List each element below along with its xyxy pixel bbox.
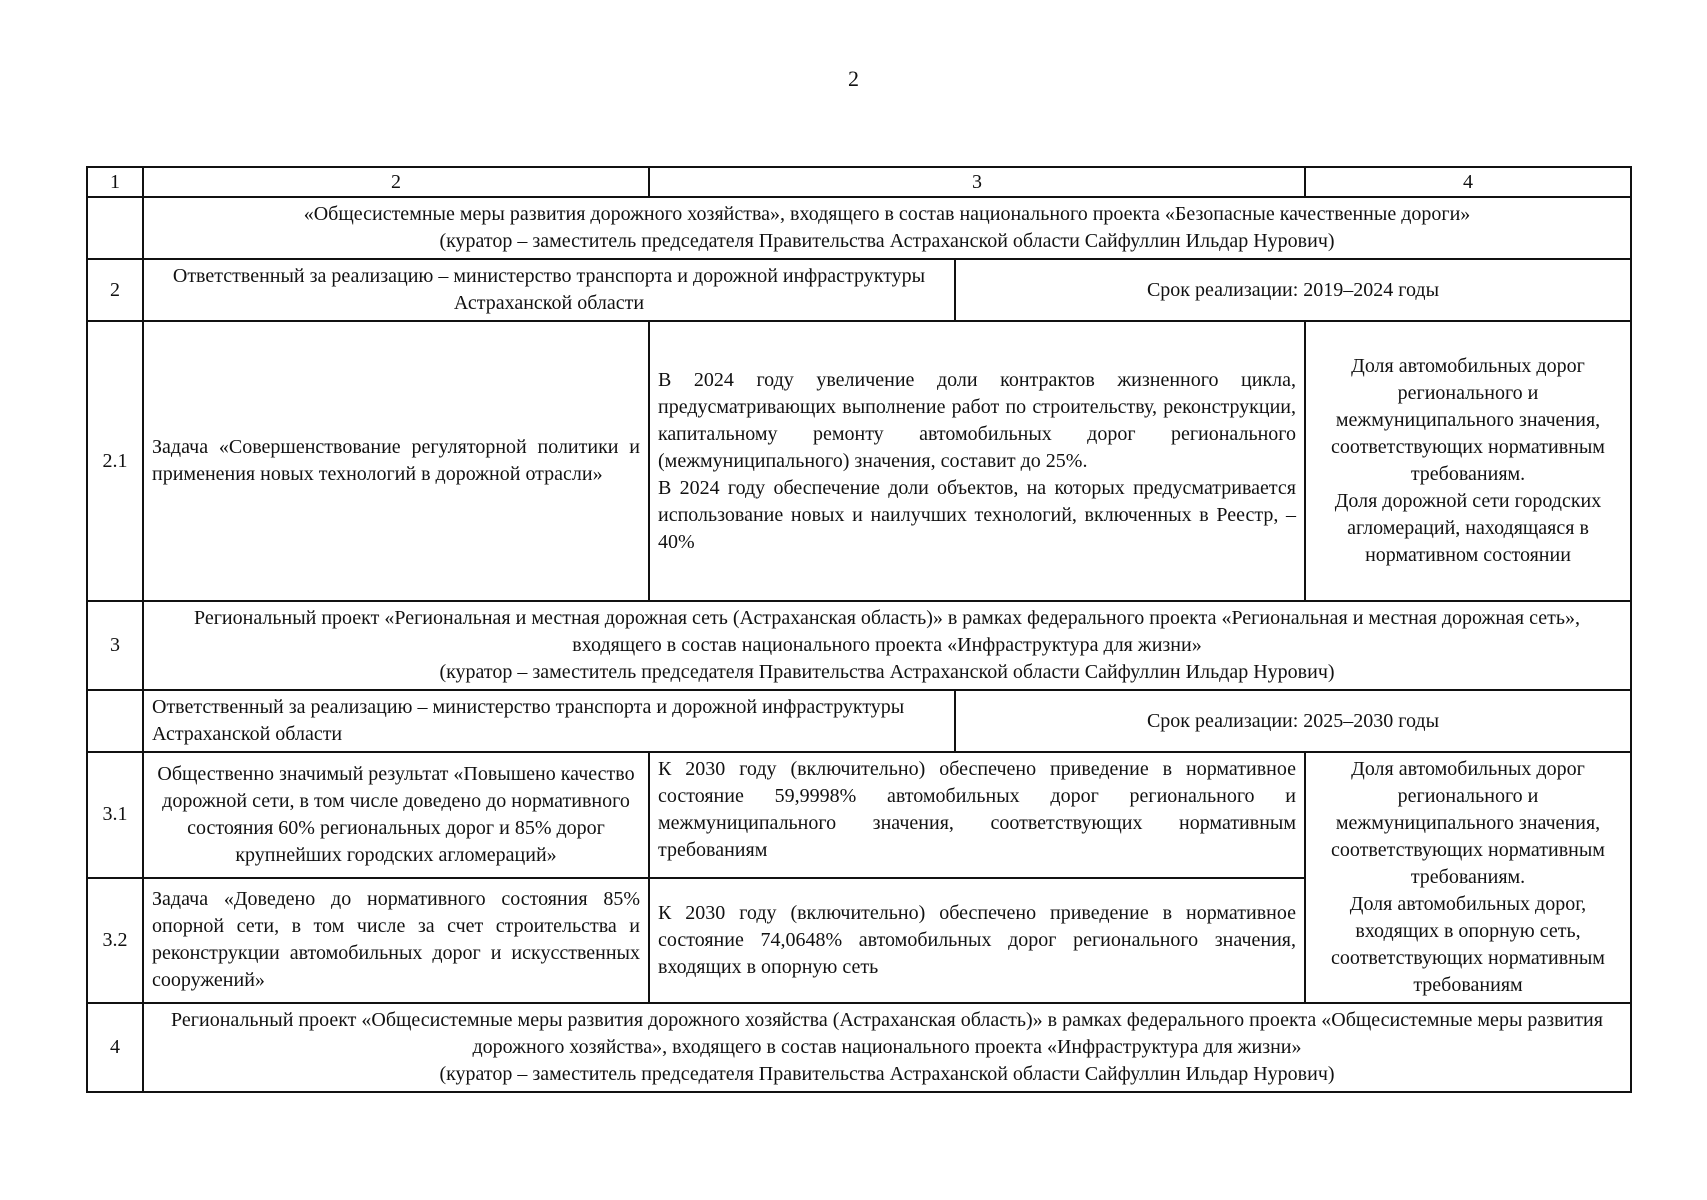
task-cell: Общественно значимый результат «Повышено качество дорожной сети, в том числе доведено до нормативного состояния 60% региональных дорог и 85% дорог крупнейших городских агломераций» [143, 752, 649, 878]
curator-line: (куратор – заместитель председателя Правительства Астраханской области Сайфуллин Ильдар Нурович) [439, 230, 1335, 252]
indicator-paragraph: Доля автомобильных дорог регионального и межмуниципального значения, соответствующих нормативным требованиям. [1331, 355, 1605, 485]
row-number [87, 197, 143, 259]
section-title-line: Региональный проект «Общесистемные меры развития дорожного хозяйства (Астраханская область)» в рамках федерального проекта «Общесистемные меры развития дорожного хозяйства», входящего в состав национального проекта «Инфраструктура для жизни» [171, 1009, 1603, 1058]
row-number: 4 [87, 1003, 143, 1092]
indicator-paragraph: Доля дорожной сети городских агломераций, находящаяся в нормативном состоянии [1334, 490, 1602, 566]
section-title-line: Региональный проект «Региональная и местная дорожная сеть (Астраханская область)» в рамках федерального проекта «Региональная и местная дорожная сеть», входящего в состав национального проекта «Инфраструктура для жизни» [193, 607, 1580, 656]
section-2-meta-row [87, 259, 1631, 321]
row-number: 2 [87, 259, 143, 321]
section-4-title-row [87, 1003, 1631, 1092]
section-3-meta-row [87, 690, 1631, 752]
section-1-continuation-row [87, 197, 1631, 259]
header-cell-2: 2 [143, 167, 649, 197]
program-table [86, 166, 1632, 1093]
row-2-1 [87, 321, 1631, 601]
task-cell: Задача «Совершенствование регуляторной политики и применения новых технологий в дорожной отрасли» [143, 321, 649, 601]
period-cell: Срок реализации: 2025–2030 годы [955, 690, 1631, 752]
header-row [87, 167, 1631, 197]
section-title [143, 1003, 1631, 1092]
row-number [87, 690, 143, 752]
responsible-cell: Ответственный за реализацию – министерство транспорта и дорожной инфраструктуры Астраханской области [143, 690, 955, 752]
section-title [143, 197, 1631, 259]
header-cell-4: 4 [1305, 167, 1631, 197]
responsible-cell: Ответственный за реализацию – министерство транспорта и дорожной инфраструктуры Астраханской области [143, 259, 955, 321]
curator-line: (куратор – заместитель председателя Правительства Астраханской области Сайфуллин Ильдар Нурович) [439, 661, 1335, 683]
result-cell: К 2030 году (включительно) обеспечено приведение в нормативное состояние 74,0648% автомобильных дорог регионального значения, входящих в опорную сеть [649, 878, 1305, 1004]
result-paragraph: В 2024 году обеспечение доли объектов, на которых предусматривается использование новых и наилучших технологий, включенных в Реестр, – 40% [658, 476, 1296, 553]
header-cell-1: 1 [87, 167, 143, 197]
task-cell: Задача «Доведено до нормативного состояния 85% опорной сети, в том числе за счет строительства и реконструкции автомобильных дорог и искусственных сооружений» [143, 878, 649, 1004]
result-cell [649, 321, 1305, 601]
indicator-cell [1305, 321, 1631, 601]
section-3-title-row [87, 601, 1631, 690]
row-number: 3 [87, 601, 143, 690]
page-number: 2 [848, 66, 859, 91]
indicator-paragraph: Доля автомобильных дорог регионального и межмуниципального значения, соответствующих нормативным требованиям. [1331, 758, 1605, 888]
row-number: 3.2 [87, 878, 143, 1004]
result-cell: К 2030 году (включительно) обеспечено приведение в нормативное состояние 59,9998% автомобильных дорог регионального и межмуниципального значения, соответствующих нормативным требованиям [649, 752, 1305, 878]
curator-line: (куратор – заместитель председателя Правительства Астраханской области Сайфуллин Ильдар Нурович) [439, 1063, 1335, 1085]
header-cell-3: 3 [649, 167, 1305, 197]
indicator-cell [1305, 752, 1631, 1003]
row-3-1 [87, 752, 1631, 878]
result-paragraph: В 2024 году увеличение доли контрактов жизненного цикла, предусматривающих выполнение работ по строительству, реконструкции, капитальному ремонту автомобильных дорог регионального (межмуниципального) значения, составит до 25%. [658, 368, 1296, 472]
row-number: 2.1 [87, 321, 143, 601]
indicator-paragraph: Доля автомобильных дорог, входящих в опорную сеть, соответствующих нормативным требованиям [1331, 893, 1605, 996]
section-title [143, 601, 1631, 690]
row-number: 3.1 [87, 752, 143, 878]
period-cell: Срок реализации: 2019–2024 годы [955, 259, 1631, 321]
section-title-line: «Общесистемные меры развития дорожного хозяйства», входящего в состав национального проекта «Безопасные качественные дороги» [303, 203, 1471, 225]
